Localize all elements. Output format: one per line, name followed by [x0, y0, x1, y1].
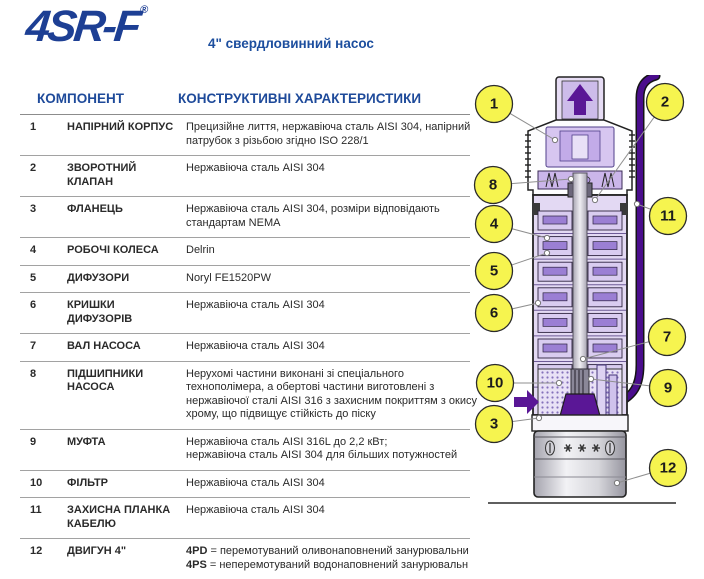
- impeller: [593, 267, 617, 275]
- row-number: 9: [30, 435, 37, 448]
- characteristic-line: Noryl FE1520PW: [186, 271, 271, 284]
- impeller: [593, 242, 617, 250]
- table-row: [20, 539, 470, 579]
- callout-1: [476, 86, 558, 143]
- leader-target-dot: [544, 235, 549, 240]
- characteristic-line: Нержавіюча сталь AISI 304: [186, 340, 325, 352]
- table-row: [20, 334, 470, 362]
- leader-target-dot: [592, 197, 597, 202]
- characteristic-line: Прецизійне лиття, нержавіюча сталь AISI 304, напірний патрубок з різьбою згідно ISO 228/1: [186, 121, 471, 147]
- characteristic-line: Нержавіюча сталь AISI 304: [186, 476, 325, 489]
- leader-target-dot: [552, 137, 557, 142]
- component-name: ЗАХИСНА ПЛАНКА КАБЕЛЮ: [67, 504, 171, 530]
- impeller: [593, 216, 617, 224]
- callout-number: 12: [659, 459, 677, 477]
- discharge-port: [556, 77, 604, 121]
- component-name: НАПІРНИЙ КОРПУС: [67, 121, 174, 133]
- row-number: 10: [30, 476, 43, 489]
- row-number: 1: [30, 121, 37, 133]
- pump-shaft: [573, 173, 587, 369]
- page-title: 4" свердловинний насос: [208, 36, 374, 51]
- component-characteristics: [186, 545, 478, 572]
- component-name: ВАЛ НАСОСА: [67, 340, 141, 352]
- table-header: [20, 88, 470, 115]
- column-header-characteristics: КОНСТРУКТИВНІ ХАРАКТЕРИСТИКИ: [178, 91, 422, 106]
- characteristic-line: Нержавіюча сталь AISI 304: [186, 299, 325, 311]
- leader-target-dot: [535, 300, 540, 305]
- callout-number: 1: [489, 95, 499, 113]
- impeller: [543, 293, 567, 301]
- component-name: РОБОЧІ КОЛЕСА: [67, 244, 159, 256]
- row-number: 6: [30, 299, 37, 311]
- component-characteristics: [186, 244, 478, 258]
- characteristic-line: 4PS = неперемотуваний водонаповнений занурювальн: [186, 558, 469, 571]
- table-row: [20, 238, 470, 266]
- component-characteristics: [186, 272, 478, 286]
- flange: [532, 415, 628, 431]
- callout-number: 8: [488, 176, 498, 194]
- leader-target-dot: [588, 376, 593, 381]
- callout-number: 10: [486, 374, 504, 392]
- impeller: [543, 318, 567, 326]
- characteristic-line: Delrin: [186, 244, 215, 256]
- impeller: [543, 267, 567, 275]
- row-number: 4: [30, 244, 37, 256]
- callout-number: 2: [660, 93, 670, 111]
- row-number: 5: [30, 271, 37, 284]
- component-name: ФІЛЬТР: [67, 476, 109, 489]
- component-table: [20, 88, 477, 579]
- motor: [534, 431, 626, 497]
- table-row: [20, 362, 477, 430]
- component-name: МУФТА: [67, 435, 106, 448]
- leader-target-dot: [544, 250, 549, 255]
- component-name: КРИШКИ ДИФУЗОРІВ: [67, 299, 133, 325]
- component-characteristics: [186, 162, 478, 189]
- component-characteristics: [186, 436, 478, 463]
- row-number: 3: [30, 203, 37, 215]
- column-header-component: КОМПОНЕНТ: [37, 91, 124, 106]
- registered-mark: ®: [139, 4, 149, 16]
- characteristic-line: Нержавіюча сталь AISI 304: [186, 504, 325, 516]
- brand-logo-text: 4SR-F: [23, 2, 141, 51]
- characteristic-line: 4PD = перемотуваний оливонаповнений занурювальни: [186, 545, 469, 557]
- component-characteristics: [186, 203, 478, 230]
- impeller: [543, 344, 567, 352]
- component-characteristics: [186, 368, 478, 422]
- characteristic-line: Нержавіюча сталь AISI 304, розміри відповідають стандартам NEMA: [186, 203, 440, 229]
- component-characteristics: [186, 340, 478, 354]
- table-row: [20, 266, 470, 294]
- component-name: ПІДШИПНИКИ НАСОСА: [67, 367, 144, 393]
- impeller: [543, 242, 567, 250]
- callout-number: 3: [489, 415, 499, 433]
- component-characteristics: [186, 504, 478, 531]
- component-characteristics: [186, 299, 478, 326]
- table-row: [20, 197, 470, 238]
- impeller: [593, 293, 617, 301]
- component-name: ФЛАНЕЦЬ: [67, 203, 123, 215]
- component-characteristics: [186, 121, 478, 148]
- component-name: ЗВОРОТНИЙ КЛАПАН: [67, 162, 137, 188]
- impeller: [593, 318, 617, 326]
- characteristic-line: нержавіюча сталь AISI 304 для більших потужностей: [186, 449, 458, 461]
- callout-number: 6: [489, 304, 499, 322]
- leader-target-dot: [568, 176, 573, 181]
- callout-number: 5: [489, 262, 499, 280]
- callout-number: 4: [489, 215, 499, 233]
- row-number: 12: [30, 545, 43, 557]
- row-number: 8: [30, 367, 37, 380]
- callout-number: 11: [660, 207, 676, 225]
- table-row: [20, 430, 470, 471]
- table-row: [20, 293, 470, 334]
- component-table-body: [20, 115, 477, 579]
- leader-target-dot: [580, 356, 585, 361]
- table-row: [20, 471, 470, 499]
- callout-number: 7: [662, 328, 672, 346]
- pump-cutaway-diagram: [470, 75, 704, 528]
- row-number: 7: [30, 340, 37, 352]
- callout-number: 9: [663, 379, 673, 397]
- leader-target-dot: [556, 380, 561, 385]
- component-characteristics: [186, 477, 478, 491]
- component-name: ДВИГУН 4": [67, 545, 127, 557]
- characteristic-line: Нержавіюча сталь AISI 316L до 2,2 кВт;: [186, 435, 388, 448]
- characteristic-line: Нержавіюча сталь AISI 304: [186, 162, 325, 174]
- row-number: 11: [30, 504, 42, 516]
- row-number: 2: [30, 162, 37, 174]
- table-row: [20, 498, 470, 539]
- table-row: [20, 156, 470, 197]
- leader-target-dot: [614, 480, 619, 485]
- leader-target-dot: [634, 201, 639, 206]
- leader-target-dot: [536, 415, 541, 420]
- characteristic-line: Нерухомі частини виконані зі спеціального технополімера, а обертові частини виготовлені з нержавіючої сталі AISI 316 з захисним покриттям з окису хрому, що підвищує стійкість до піску: [186, 367, 477, 420]
- table-row: [20, 115, 470, 156]
- callout-6: [476, 295, 541, 332]
- brand-logo: [23, 2, 148, 52]
- impeller: [543, 216, 567, 224]
- component-name: ДИФУЗОРИ: [67, 271, 130, 284]
